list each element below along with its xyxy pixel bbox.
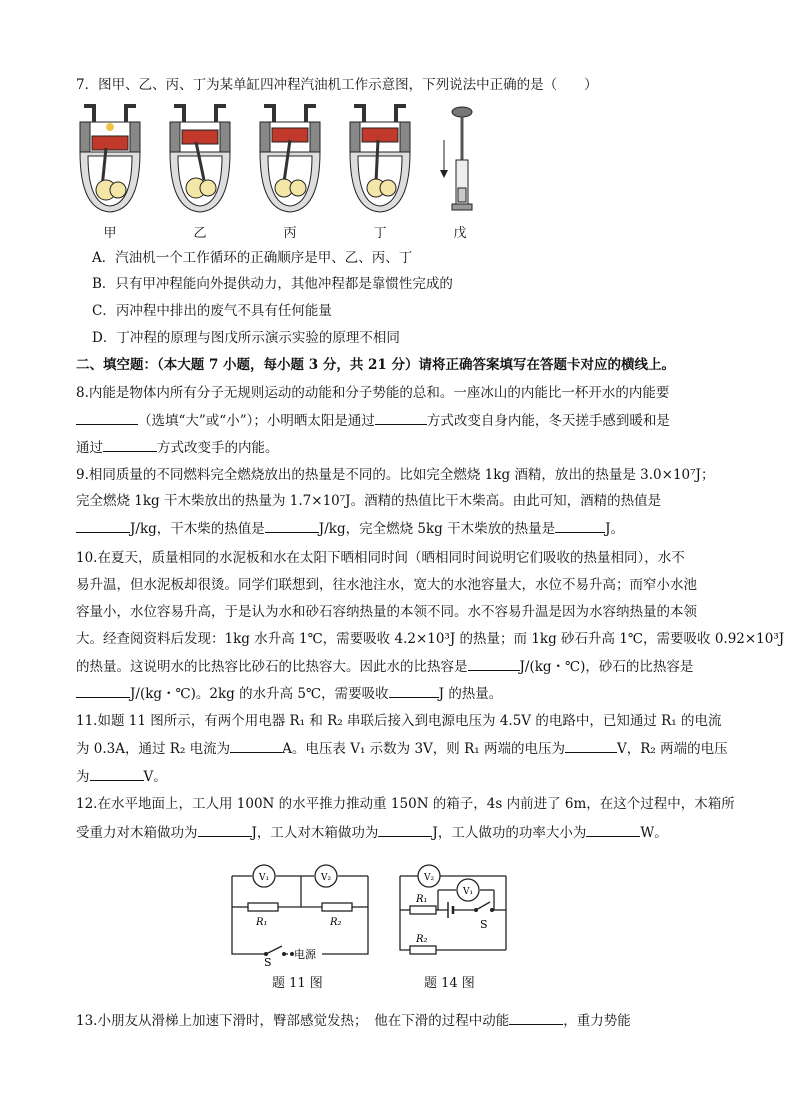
q8-blank-1[interactable]: [76, 410, 138, 425]
q8-blank-3[interactable]: [103, 437, 157, 452]
q7-option-a: A．汽油机一个工作循环的正确顺序是甲、乙、丙、丁: [92, 250, 413, 266]
engine-jia: [70, 100, 150, 240]
q11-text-3a: 为: [76, 769, 90, 785]
q9-text-3c: J。: [605, 521, 624, 537]
q13-blank-1[interactable]: [509, 1010, 563, 1025]
q11-blank-1[interactable]: [230, 738, 282, 753]
q10-line1: 10.在夏天，质量相同的水泥板和水在太阳下晒相同时间（晒相同时间说明它们吸收的热量相同），水不: [76, 550, 685, 566]
q9-line3: [76, 518, 624, 539]
q10-text-5b: J/(kg・℃)，砂石的比热容是: [519, 659, 694, 675]
q8-text-3a: 通过: [76, 440, 103, 456]
q9-blank-1[interactable]: [76, 518, 130, 533]
q12-text-2a: 受重力对木箱做功为: [76, 825, 198, 841]
section2-header: 二、填空题：（本大题 7 小题，每小题 3 分，共 21 分）请将正确答案填写在答题卡对应的横线上。: [76, 357, 676, 373]
q10-line3: 容量小，水位容易升高，于是认为水和砂石容纳热量的本领不同。水不容易升温是因为水容纳热量的本领: [76, 604, 697, 620]
q11-blank-3[interactable]: [90, 766, 144, 781]
engine-bing-drawing: [250, 100, 330, 220]
q11-line2: [76, 738, 728, 759]
q10-line6: [76, 683, 502, 704]
label-bing: 丙: [283, 226, 297, 241]
fig11-v2-label: V₂: [321, 873, 332, 883]
label-jia: 甲: [103, 226, 117, 241]
q13-text-1b: ，重力势能: [563, 1013, 631, 1029]
q12-blank-1[interactable]: [198, 822, 252, 837]
circuit-fig11: [226, 862, 374, 969]
q9-text-3a: J/kg，干木柴的热值是: [130, 521, 265, 537]
q11-line1: 11.如题 11 图所示，有两个用电器 R₁ 和 R₂ 串联后接入到电源电压为 4.5V 的电路中，已知通过 R₁ 的电流: [76, 713, 722, 729]
q11-line3: [76, 766, 167, 787]
label-wu: 戊: [453, 226, 467, 241]
q11-text-3b: V。: [143, 769, 167, 785]
q13-text-1a: 13.小朋友从滑梯上加速下滑时，臀部感觉发热； 他在下滑的过程中动能: [76, 1013, 510, 1029]
fig11-s-label: S: [264, 956, 272, 969]
q9-blank-2[interactable]: [265, 518, 319, 533]
q7-option-b: B．只有甲冲程能向外提供动力，其他冲程都是靠惯性完成的: [92, 276, 453, 292]
switch-s-fig14: [476, 902, 490, 910]
q12-text-2c: J，工人做功的功率大小为: [432, 825, 587, 841]
q12-line2: [76, 822, 668, 843]
q8-text-3b: 方式改变手的内能。: [157, 440, 279, 456]
fig14-caption: 题 14 图: [424, 976, 475, 991]
q8-line1: 8.内能是物体内所有分子无规则运动的动能和分子势能的总和。一座冰山的内能比一杯开水的内能要: [76, 385, 670, 401]
q10-blank-2[interactable]: [76, 683, 130, 698]
q12-blank-3[interactable]: [586, 822, 640, 837]
label-yi: 乙: [193, 226, 207, 241]
switch-s: [266, 946, 282, 954]
engine-jia-drawing: [70, 100, 150, 220]
resistor-r1-fig14: [410, 906, 436, 914]
engine-yi: [160, 100, 240, 240]
q8-blank-2[interactable]: [375, 410, 427, 425]
fig14-s-label: S: [480, 918, 488, 931]
fig11-source-label: 电源: [294, 948, 316, 961]
q12-text-2b: J，工人对木箱做功为: [251, 825, 379, 841]
q12-text-2d: W。: [640, 825, 668, 841]
q9-line2: 完全燃烧 1kg 干木柴放出的热量为 1.7×10⁷J。酒精的热值比干木柴高。由此可知，酒精的热值是: [76, 493, 662, 509]
apparatus-wu: [430, 100, 490, 240]
engine-ding-drawing: [340, 100, 420, 220]
circuit-fig14: [394, 862, 514, 962]
q9-text-3b: J/kg，完全燃烧 5kg 干木柴放的热量是: [318, 521, 556, 537]
q9-line1: 9.相同质量的不同燃料完全燃烧放出的热量是不同的。比如完全燃烧 1kg 酒精，放出的热量是 3.0×10⁷J；: [76, 467, 715, 483]
q11-text-2c: V，R₂ 两端的电压: [616, 741, 728, 757]
q10-text-6b: J 的热量。: [438, 686, 503, 702]
resistor-r2-fig14: [410, 946, 436, 954]
engine-ding: [340, 100, 420, 240]
fig14-r2-label: R₂: [416, 934, 428, 945]
q8-text-2a: （选填“大”或“小”）；小明晒太阳是通过: [138, 413, 375, 429]
q12-line1: 12.在水平地面上，工人用 100N 的水平推力推动重 150N 的箱子，4s 内前进了 6m，在这个过程中，木箱所: [76, 796, 735, 812]
fig14-v2-label: V₂: [424, 873, 435, 883]
fig14-v1-label: V₁: [463, 887, 474, 897]
q10-line4: 大。经查阅资料后发现：1kg 水升高 1℃，需要吸收 4.2×10³J 的热量；而 1kg 砂石升高 1℃，需要吸收 0.92×10³J: [76, 631, 785, 647]
q10-text-5a: 的热量。这说明水的比热容比砂石的比热容大。因此水的比热容是: [76, 659, 468, 675]
q12-blank-2[interactable]: [378, 822, 432, 837]
fig11-v1-label: V₁: [259, 873, 270, 883]
resistor-r2: [322, 903, 352, 911]
q11-text-2a: 为 0.3A，通过 R₂ 电流为: [76, 741, 231, 757]
fig14-r1-label: R₁: [416, 894, 428, 905]
q10-line5: [76, 656, 693, 677]
fig11-caption: 题 11 图: [272, 976, 323, 991]
q10-blank-1[interactable]: [468, 656, 520, 671]
engine-yi-drawing: [160, 100, 240, 220]
fig11-r1-label: R₁: [256, 917, 268, 928]
q7-stem: 7．图甲、乙、丙、丁为某单缸四冲程汽油机工作示意图，下列说法中正确的是（ ）: [76, 77, 598, 93]
fig11-r2-label: R₂: [330, 917, 342, 928]
q7-option-d: D．丁冲程的原理与图戊所示演示实验的原理不相同: [92, 330, 400, 346]
q8-line2: [76, 410, 670, 431]
q10-text-6a: J/(kg・℃)。2kg 的水升高 5℃，需要吸收: [130, 686, 389, 702]
apparatus-wu-drawing: [430, 100, 490, 220]
q7-option-c: C．丙冲程中排出的废气不具有任何能量: [92, 303, 332, 319]
q10-blank-3[interactable]: [389, 683, 439, 698]
q10-line2: 易升温，但水泥板却很烫。同学们联想到，往水池注水，宽大的水池容量大，水位不易升高；而窄小水池: [76, 577, 697, 593]
q13-line1: [76, 1010, 631, 1031]
resistor-r1: [248, 903, 278, 911]
q9-blank-3[interactable]: [555, 518, 605, 533]
q11-blank-2[interactable]: [565, 738, 617, 753]
engine-bing: [250, 100, 330, 240]
label-ding: 丁: [373, 226, 387, 241]
q11-text-2b: A。电压表 V₁ 示数为 3V，则 R₁ 两端的电压为: [282, 741, 565, 757]
q8-line3: [76, 437, 279, 458]
engine-figure: [68, 100, 488, 240]
q8-text-2b: 方式改变自身内能，冬天搓手感到暖和是: [426, 413, 670, 429]
